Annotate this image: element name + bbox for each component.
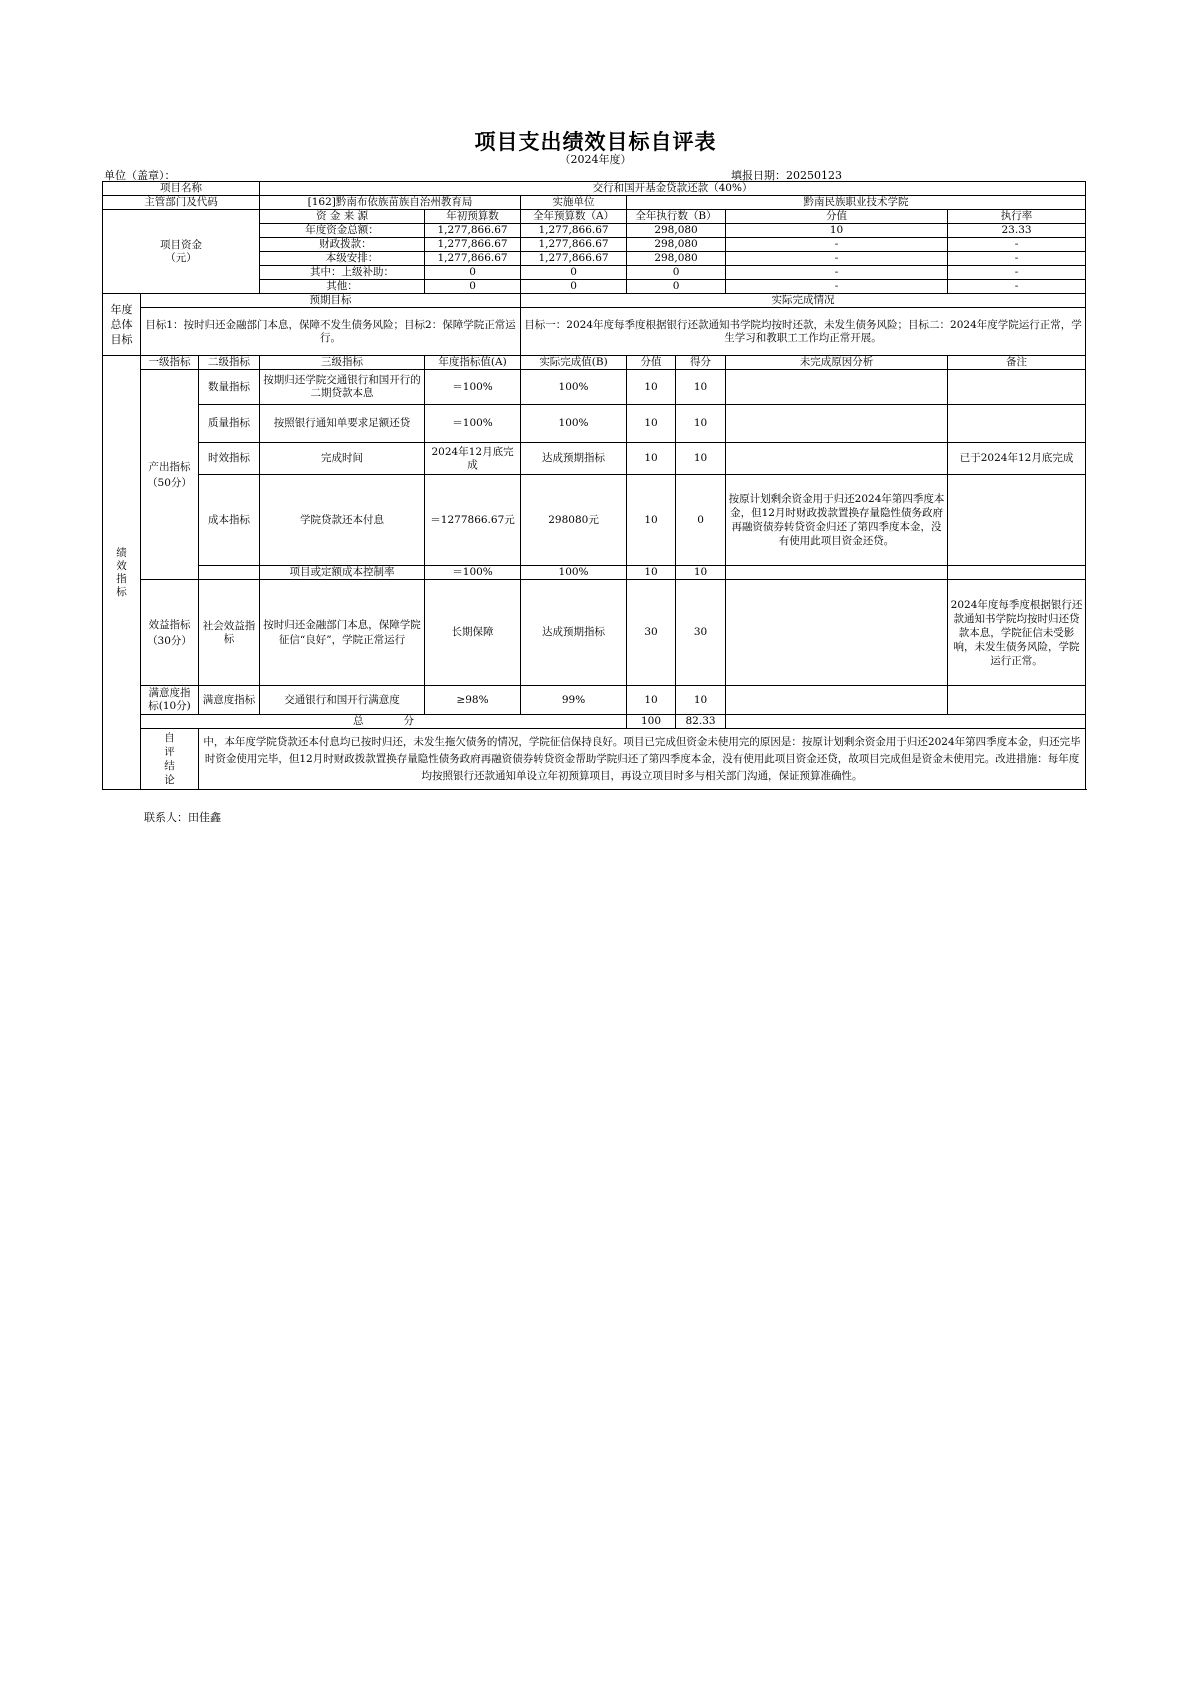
ind-target: ＝100%	[425, 405, 521, 443]
ind-reason	[726, 686, 948, 715]
ind-score-value: 10	[627, 686, 676, 715]
ind-reason: 按原计划剩余资金用于归还2024年第四季度本金，但12月时财政拨款置换存量隐性债务政府再融资债券转贷资金归还了第四季度本金，没有使用此项目资金还贷。	[726, 475, 948, 566]
ind-score: 30	[676, 580, 726, 686]
ind-score: 10	[676, 443, 726, 475]
ind-target: ≥98%	[425, 686, 521, 715]
funds-annual: 1,277,866.67	[521, 252, 627, 266]
department-row	[103, 196, 1086, 210]
indicator-row	[103, 566, 1086, 580]
indicators-header-row	[103, 356, 1086, 370]
funds-score-value: 10	[726, 224, 948, 238]
funds-source: 本级安排：	[260, 252, 425, 266]
funds-header-row	[103, 210, 1086, 224]
funds-exec-rate: -	[948, 252, 1086, 266]
implementer-value: 黔南民族职业技术学院	[627, 196, 1086, 210]
total-value: 100	[627, 715, 676, 729]
ind-col-score: 得分	[676, 356, 726, 370]
funds-initial: 1,277,866.67	[425, 224, 521, 238]
indicator-row	[103, 475, 1086, 566]
total-empty	[726, 715, 1086, 729]
ind-actual: 100%	[521, 566, 627, 580]
page-subtitle: （2024年度）	[559, 153, 632, 166]
ind-level2: 时效指标	[199, 443, 260, 475]
funds-executed: 0	[627, 280, 726, 294]
ind-col-level3: 三级指标	[260, 356, 425, 370]
project-name-value: 交行和国开基金贷款还款（40%）	[260, 182, 1086, 196]
ind-col-level1: 一级指标	[141, 356, 199, 370]
goals-header-row	[103, 294, 1086, 308]
ind-level2: 数量指标	[199, 370, 260, 405]
ind-note	[948, 405, 1086, 443]
ind-level3: 完成时间	[260, 443, 425, 475]
goals-label: 年度 总体 目标	[103, 294, 141, 356]
ind-col-score-value: 分值	[627, 356, 676, 370]
ind-reason	[726, 405, 948, 443]
total-label: 总 分	[141, 715, 627, 729]
ind-actual: 298080元	[521, 475, 627, 566]
ind-col-level2: 二级指标	[199, 356, 260, 370]
goals-actual-header: 实际完成情况	[521, 294, 1086, 308]
funds-col-exec-rate: 执行率	[948, 210, 1086, 224]
ind-level3: 按时归还金融部门本息，保障学院征信“良好”，学院正常运行	[260, 580, 425, 686]
ind-score: 0	[676, 475, 726, 566]
ind-reason	[726, 370, 948, 405]
funds-col-source: 资 金 来 源	[260, 210, 425, 224]
funds-score-value: -	[726, 280, 948, 294]
indicator-row	[103, 370, 1086, 405]
ind-note	[948, 686, 1086, 715]
funds-annual: 0	[521, 266, 627, 280]
contact-person: 联系人：田佳鑫	[144, 811, 221, 824]
conclusion-row	[103, 729, 1086, 790]
ind-level3: 项目或定额成本控制率	[260, 566, 425, 580]
conclusion-label: 自 评 结 论	[141, 729, 199, 790]
funds-initial: 0	[425, 266, 521, 280]
ind-actual: 100%	[521, 405, 627, 443]
total-row	[103, 715, 1086, 729]
indicator-row	[103, 580, 1086, 686]
department-value: [162]黔南布依族苗族自治州教育局	[260, 196, 521, 210]
funds-source: 年度资金总额：	[260, 224, 425, 238]
project-name-row	[103, 182, 1086, 196]
ind-level3: 学院贷款还本付息	[260, 475, 425, 566]
ind-reason	[726, 566, 948, 580]
funds-col-initial-budget: 年初预算数	[425, 210, 521, 224]
funds-col-executed: 全年执行数（B）	[627, 210, 726, 224]
indicators-label: 绩 效 指 标	[103, 356, 141, 790]
ind-note: 已于2024年12月底完成	[948, 443, 1086, 475]
goals-actual: 目标一：2024年度每季度根据银行还款通知书学院均按时还款，未发生债务风险；目标二：2024年度学院运行正常，学生学习和教职工工作均正常开展。	[521, 308, 1086, 356]
ind-level2: 满意度指标	[199, 686, 260, 715]
unit-label: 单位（盖章）：	[104, 169, 176, 182]
ind-target: 长期保障	[425, 580, 521, 686]
ind-level3: 按照银行通知单要求足额还贷	[260, 405, 425, 443]
funds-source: 其中：上级补助：	[260, 266, 425, 280]
ind-score-value: 10	[627, 370, 676, 405]
ind-actual: 达成预期指标	[521, 580, 627, 686]
output-indicator-label: 产出指标 （50分）	[141, 370, 199, 580]
conclusion-text: 中，本年度学院贷款还本付息均已按时归还，未发生拖欠债务的情况，学院征信保持良好。项目已完成但资金未使用完的原因是：按原计划剩余资金用于归还2024年第四季度本金，归还完毕时资金使用完毕，但12月时财政拨款置换存量隐性债务政府再融资债券转贷资金帮助学院归还了第四季度本金，没有使用此项目资金还贷，故项目完成但是资金未使用完。改进措施：每年度均按照银行还款通知单设立年初预算项目，再设立项目时多与相关部门沟通，保证预算准确性。	[199, 729, 1086, 790]
funds-col-score-value: 分值	[726, 210, 948, 224]
total-score: 82.33	[676, 715, 726, 729]
funds-executed: 298,080	[627, 252, 726, 266]
ind-note	[948, 566, 1086, 580]
funds-source: 财政拨款：	[260, 238, 425, 252]
ind-note	[948, 370, 1086, 405]
ind-reason	[726, 443, 948, 475]
ind-level2: 成本指标	[199, 475, 260, 566]
implementer-label: 实施单位	[521, 196, 627, 210]
ind-score: 10	[676, 370, 726, 405]
funds-initial: 0	[425, 280, 521, 294]
goals-content-row	[103, 308, 1086, 356]
fill-date: 填报日期：20250123	[731, 169, 842, 182]
ind-score-value: 10	[627, 475, 676, 566]
funds-exec-rate: -	[948, 266, 1086, 280]
ind-score-value: 10	[627, 443, 676, 475]
goals-expected-header: 预期目标	[141, 294, 521, 308]
ind-score-value: 10	[627, 566, 676, 580]
ind-actual: 达成预期指标	[521, 443, 627, 475]
funds-annual: 1,277,866.67	[521, 224, 627, 238]
funds-initial: 1,277,866.67	[425, 252, 521, 266]
ind-score: 10	[676, 405, 726, 443]
goals-expected: 目标1：按时归还金融部门本息，保障不发生债务风险；目标2：保障学院正常运行。	[141, 308, 521, 356]
ind-actual: 99%	[521, 686, 627, 715]
satisfaction-indicator-label: 满意度指 标(10分)	[141, 686, 199, 715]
ind-col-actual: 实际完成值(B)	[521, 356, 627, 370]
indicator-row	[103, 405, 1086, 443]
ind-score: 10	[676, 566, 726, 580]
funds-score-value: -	[726, 252, 948, 266]
funds-source: 其他：	[260, 280, 425, 294]
funds-initial: 1,277,866.67	[425, 238, 521, 252]
ind-col-reason: 未完成原因分析	[726, 356, 948, 370]
funds-label: 项目资金 （元）	[103, 210, 260, 294]
ind-level2: 社会效益指标	[199, 580, 260, 686]
funds-exec-rate: -	[948, 280, 1086, 294]
funds-executed: 298,080	[627, 238, 726, 252]
indicator-row	[103, 443, 1086, 475]
project-name-label: 项目名称	[103, 182, 260, 196]
ind-target: 2024年12月底完成	[425, 443, 521, 475]
ind-target: ＝100%	[425, 370, 521, 405]
funds-col-annual-budget: 全年预算数（A）	[521, 210, 627, 224]
ind-col-note: 备注	[948, 356, 1086, 370]
funds-executed: 0	[627, 266, 726, 280]
benefit-indicator-label: 效益指标 （30分）	[141, 580, 199, 686]
ind-level3: 按期归还学院交通银行和国开行的二期贷款本息	[260, 370, 425, 405]
ind-col-target: 年度指标值(A)	[425, 356, 521, 370]
department-label: 主管部门及代码	[103, 196, 260, 210]
funds-exec-rate: 23.33	[948, 224, 1086, 238]
funds-exec-rate: -	[948, 238, 1086, 252]
ind-note: 2024年度每季度根据银行还款通知书学院均按时归还贷款本息，学院征信未受影响，未发生债务风险，学院运行正常。	[948, 580, 1086, 686]
ind-target: ＝100%	[425, 566, 521, 580]
ind-score: 10	[676, 686, 726, 715]
funds-annual: 0	[521, 280, 627, 294]
funds-annual: 1,277,866.67	[521, 238, 627, 252]
ind-target: ＝1277866.67元	[425, 475, 521, 566]
ind-level3: 交通银行和国开行满意度	[260, 686, 425, 715]
page-title: 项目支出绩效目标自评表	[474, 130, 717, 154]
ind-actual: 100%	[521, 370, 627, 405]
ind-score-value: 30	[627, 580, 676, 686]
funds-executed: 298,080	[627, 224, 726, 238]
ind-score-value: 10	[627, 405, 676, 443]
ind-level2: 质量指标	[199, 405, 260, 443]
evaluation-table	[102, 181, 1086, 790]
indicator-row	[103, 686, 1086, 715]
ind-reason	[726, 580, 948, 686]
ind-note	[948, 475, 1086, 566]
funds-score-value: -	[726, 266, 948, 280]
funds-score-value: -	[726, 238, 948, 252]
ind-level2	[199, 566, 260, 580]
